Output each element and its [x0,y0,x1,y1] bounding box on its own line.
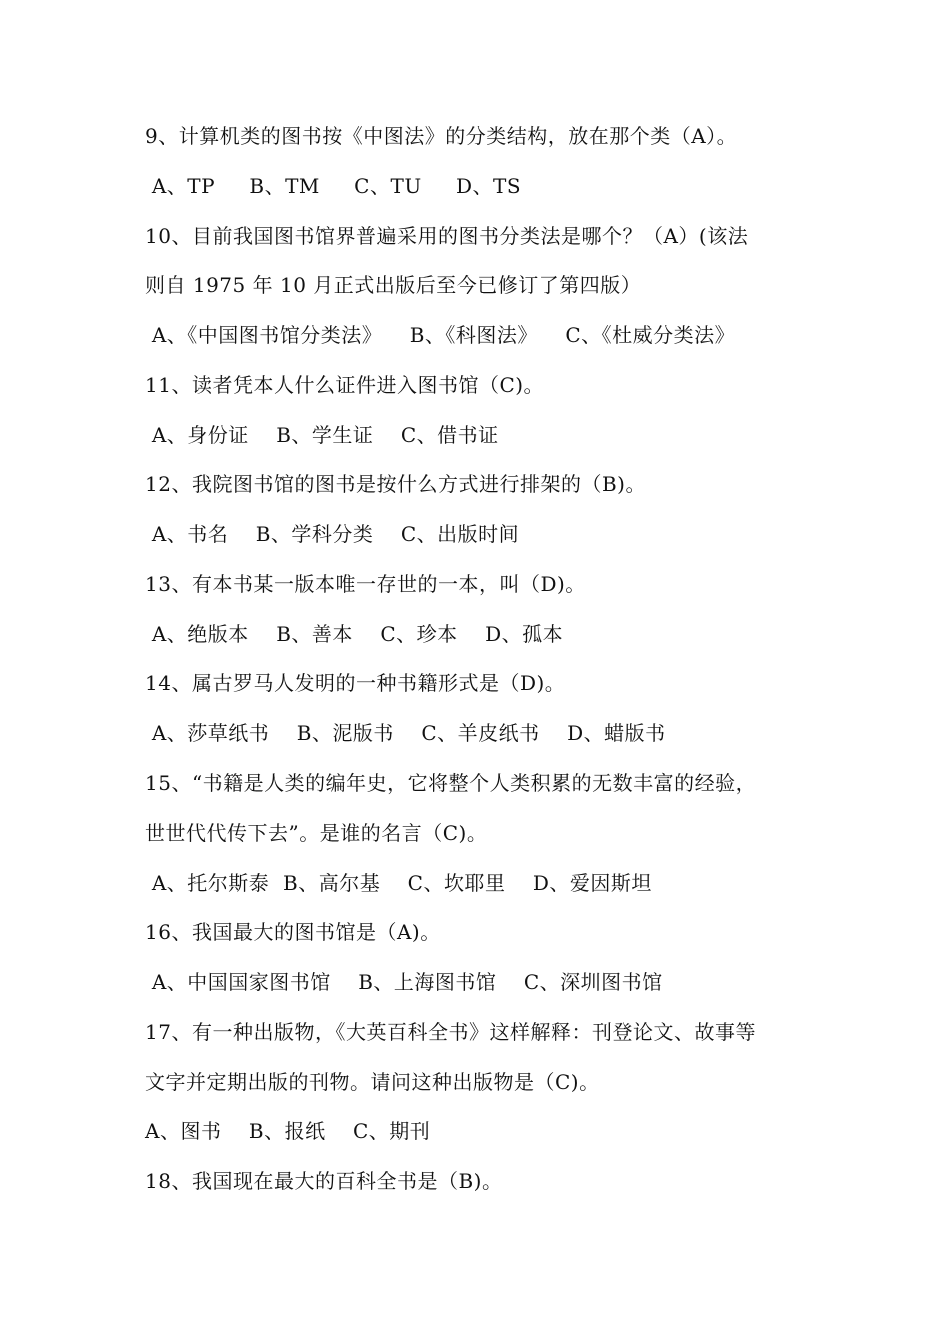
question-10-text-line-1: 10、目前我国图书馆界普遍采用的图书分类法是哪个？（A）(该法 [145,224,749,248]
question-15-options: A、托尔斯泰 B、高尔基 C、坎耶里 D、爱因斯坦 [145,871,652,895]
question-9-options: A、TP B、TM C、TU D、TS [145,174,522,198]
question-14-text: 14、属古罗马人发明的一种书籍形式是（D)。 [145,671,566,695]
question-17-options: A、图书 B、报纸 C、期刊 [145,1119,431,1143]
question-14-options: A、莎草纸书 B、泥版书 C、羊皮纸书 D、蜡版书 [145,721,666,745]
question-17-text-line-2: 文字并定期出版的刊物。请问这种出版物是（C)。 [145,1070,600,1094]
question-15-text-line-2: 世世代代传下去”。是谁的名言（C)。 [145,821,488,845]
question-10-options: A、《中国图书馆分类法》 B、《科图法》 C、《杜威分类法》 [145,323,736,347]
question-11-text: 11、读者凭本人什么证件进入图书馆（C)。 [145,373,545,397]
question-16-options: A、中国国家图书馆 B、上海图书馆 C、深圳图书馆 [145,970,663,994]
question-10-text-line-2: 则自 1975 年 10 月正式出版后至今已修订了第四版） [145,273,642,297]
question-13-options: A、绝版本 B、善本 C、珍本 D、孤本 [145,622,564,646]
question-12-options: A、书名 B、学科分类 C、出版时间 [145,522,520,546]
question-11-options: A、身份证 B、学生证 C、借书证 [145,423,499,447]
question-15-text-line-1: 15、“书籍是人类的编年史，它将整个人类积累的无数丰富的经验， [145,771,757,795]
question-17-text-line-1: 17、有一种出版物，《大英百科全书》这样解释：刊登论文、故事等 [145,1020,756,1044]
question-16-text: 16、我国最大的图书馆是（A)。 [145,920,441,944]
question-9-text: 9、计算机类的图书按《中图法》的分类结构，放在那个类（A）。 [145,124,738,148]
question-18-text: 18、我国现在最大的百科全书是（B)。 [145,1169,503,1193]
question-12-text: 12、我院图书馆的图书是按什么方式进行排架的（B)。 [145,472,646,496]
question-13-text: 13、有本书某一版本唯一存世的一本，叫（D)。 [145,572,586,596]
